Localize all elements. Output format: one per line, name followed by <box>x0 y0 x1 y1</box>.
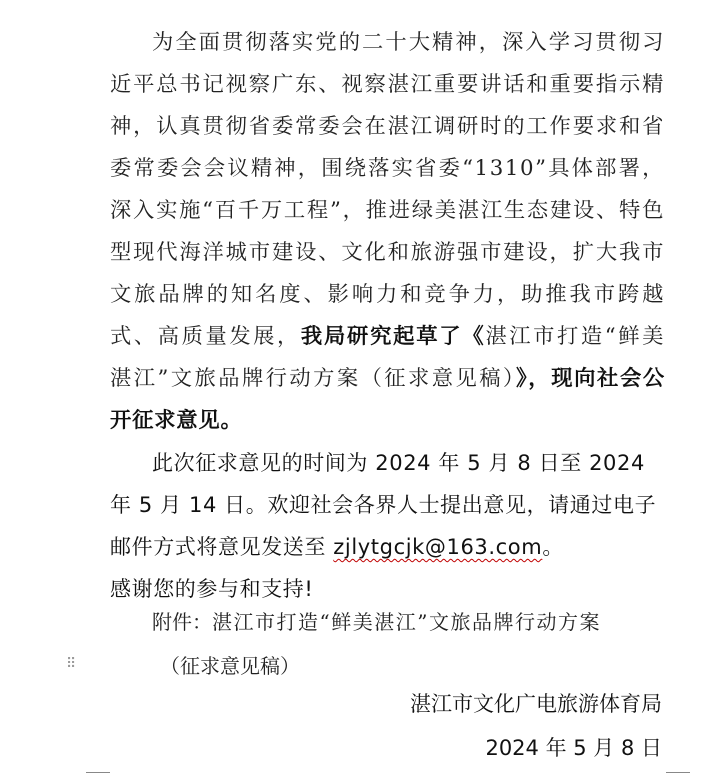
margin-mark-right <box>666 772 690 773</box>
paragraph-intro <box>110 22 665 442</box>
intro-text: 为全面贯彻落实党的二十大精神，深入学习贯彻习近平总书记视察广东、视察湛江重要讲话和重要指示精神，认真贯彻省委常委会在湛江调研时的工作要求和省委常委会会议精神，围绕落实省委“1310”具体部署，深入实施“百千万工程”，推进绿美湛江生态建设、特色型现代海洋城市建设、文化和旅游强市建设，扩大我市文旅品牌的知名度、影响力和竞争力，助推我市跨越式、高质量发展， <box>110 30 665 349</box>
document-body <box>110 22 665 610</box>
intro-bold-suffix: 》，现向社会公开征求意见。 <box>110 366 665 433</box>
signature-organization: 湛江市文化广电旅游体育局 <box>410 692 662 716</box>
email-address[interactable]: zjlytgcjk@163.com <box>333 535 543 559</box>
consultation-end: 。 <box>542 535 564 559</box>
signature-date: 2024 年 5 月 8 日 <box>485 736 662 760</box>
attachment-label: 附件： <box>152 610 212 634</box>
paragraph-consultation-period <box>110 442 665 568</box>
attachment-line <box>152 602 601 642</box>
intro-bold-prefix: 我局研究起草了《 <box>300 324 486 349</box>
consultation-text: 此次征求意见的时间为 2024 年 5 月 8 日至 2024 年 5 月 14 日。欢迎社会各界人士提出意见，请通过电子邮件方式将意见发送至 <box>110 451 657 559</box>
plan-title-inline: 湛江市打造“鲜美湛江”文旅品牌行动方案（征求意见稿） <box>110 324 665 391</box>
thanks-line: 感谢您的参与和支持! <box>110 577 314 601</box>
attachment-title: 湛江市打造“鲜美湛江”文旅品牌行动方案 <box>212 610 601 634</box>
attachment-subtitle: （征求意见稿） <box>160 654 300 678</box>
margin-mark-left <box>86 772 110 773</box>
drag-handle-icon[interactable]: ⠿ <box>66 656 75 672</box>
